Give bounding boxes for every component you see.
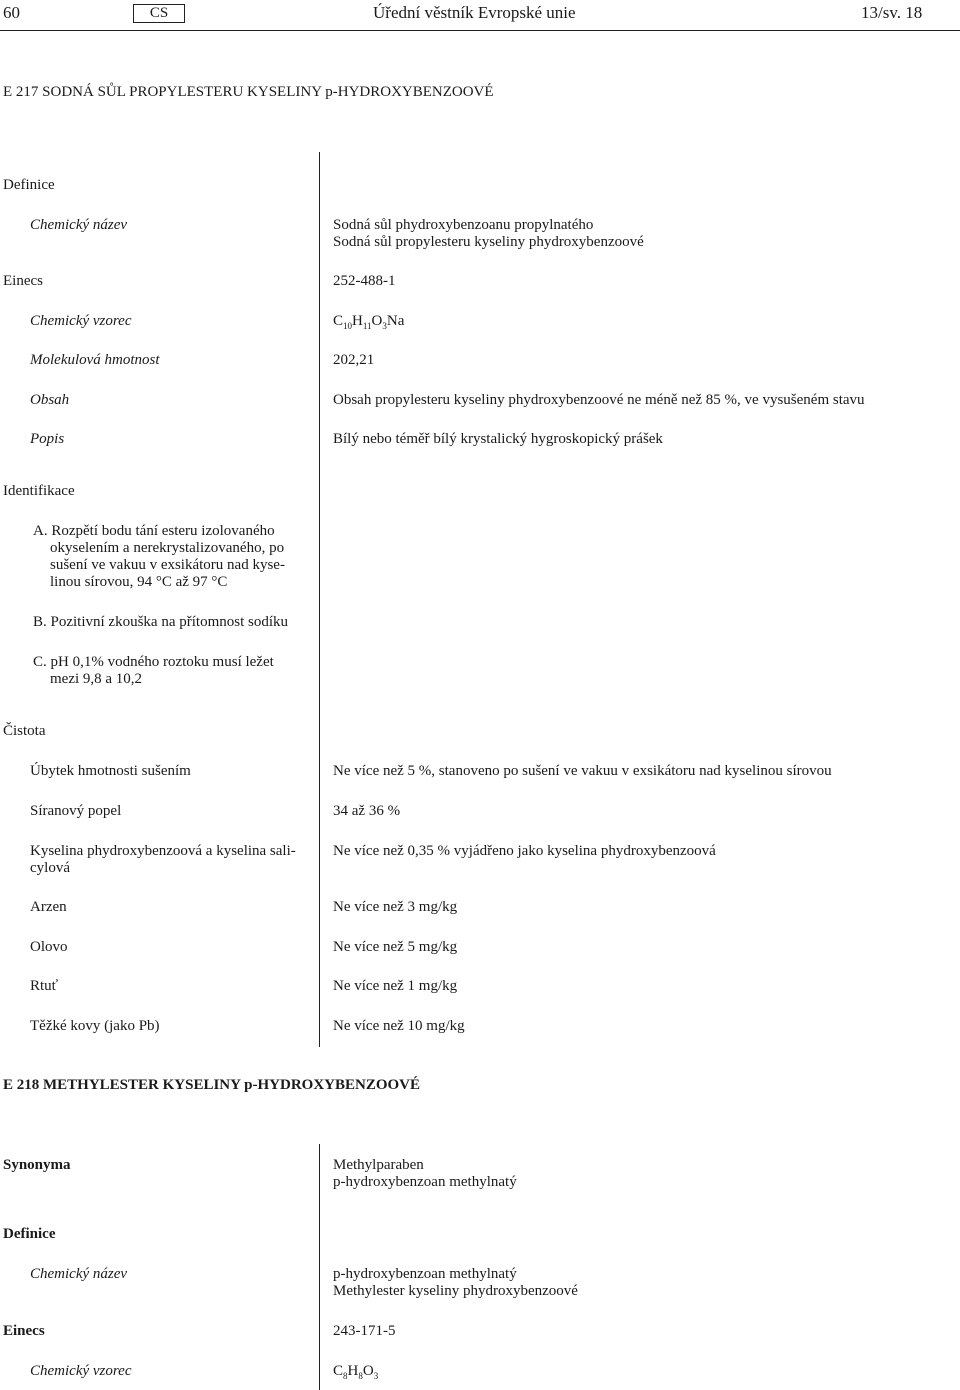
e217-definice-heading: Definice (3, 177, 55, 193)
ident-a-line-3: sušení ve vakuu v exsikátoru nad kyse- (50, 557, 285, 573)
e218-synonym-1: Methylparaben (333, 1157, 424, 1173)
language-code-badge: CS (133, 4, 185, 23)
ident-a-line-4: linou sírovou, 94 °C až 97 °C (50, 574, 228, 590)
e218-column-divider (319, 1144, 320, 1390)
e217-formula-label: Chemický vzorec (30, 313, 132, 329)
e218-chem-name-label: Chemický název (30, 1266, 128, 1282)
e218-formula-label: Chemický vzorec (30, 1363, 132, 1379)
e217-formula: $C_{10}H_{11}O_3Na$ (333, 313, 405, 331)
e218-einecs-label: Einecs (3, 1323, 45, 1339)
purity-value: Ne více než 0,35 % vyjádřeno jako kyselina phydroxybenzoová (333, 843, 716, 859)
ident-a-line-2: okyselením a nerekrystalizovaného, po (50, 540, 285, 556)
e217-mw-value: 202,21 (333, 352, 375, 368)
e218-title: E 218 METHYLESTER KYSELINY p-HYDROXYBENZOOVÉ (3, 1077, 421, 1093)
e218-synonym-2: p-hydroxybenzoan methylnatý (333, 1174, 517, 1190)
purity-label: Arzen (30, 899, 67, 915)
e217-obsah-label: Obsah (30, 392, 70, 408)
e217-cistota-heading: Čistota (3, 723, 46, 739)
e217-popis-label: Popis (30, 431, 65, 447)
purity-label: Kyselina phydroxybenzoová a kyselina sali- (30, 843, 296, 859)
e217-popis-value: Bílý nebo téměř bílý krystalický hygroskopický prášek (333, 431, 663, 447)
purity-label-cont: cylová (30, 860, 70, 876)
e217-mw-label: Molekulová hmotnost (30, 352, 160, 368)
e218-formula: $C_8H_8O_3$ (333, 1363, 379, 1381)
e217-einecs-value: 252-488-1 (333, 273, 396, 289)
ident-b: B. Pozitivní zkouška na přítomnost sodíku (33, 614, 288, 630)
ident-c-line-1: C. pH 0,1% vodného roztoku musí ležet (33, 654, 274, 670)
e217-chem-name-2: Sodná sůl propylesteru kyseliny phydroxybenzoové (333, 234, 644, 250)
purity-value: Ne více než 3 mg/kg (333, 899, 458, 915)
e218-definice-heading: Definice (3, 1226, 56, 1242)
page-number: 60 (3, 3, 20, 22)
e217-obsah-value: Obsah propylesteru kyseliny phydroxybenzoové ne méně než 85 %, ve vysušeném stavu (333, 392, 865, 408)
e218-einecs-value: 243-171-5 (333, 1323, 396, 1339)
purity-value: Ne více než 1 mg/kg (333, 978, 458, 994)
e218-synonyma-heading: Synonyma (3, 1157, 71, 1173)
purity-value: Ne více než 5 mg/kg (333, 939, 458, 955)
purity-label: Rtuť (30, 978, 59, 994)
purity-label: Síranový popel (30, 803, 122, 819)
e218-chem-name-2: Methylester kyseliny phydroxybenzoové (333, 1283, 578, 1299)
e217-chem-name-label: Chemický název (30, 217, 128, 233)
e217-title: E 217 SODNÁ SŮL PROPYLESTERU KYSELINY p-HYDROXYBENZOOVÉ (3, 84, 494, 100)
ident-a-line-1: A. Rozpětí bodu tání esteru izolovaného (33, 523, 275, 539)
header-rule (0, 30, 960, 31)
purity-value: Ne více než 10 mg/kg (333, 1018, 465, 1034)
e217-chem-name-1: Sodná sůl phydroxybenzoanu propylnatého (333, 217, 594, 233)
e217-identifikace-heading: Identifikace (3, 483, 75, 499)
purity-label: Úbytek hmotnosti sušením (30, 763, 191, 779)
e217-column-divider (319, 152, 320, 1047)
purity-value: Ne více než 5 %, stanoveno po sušení ve vakuu v exsikátoru nad kyselinou sírovou (333, 763, 832, 779)
ident-c-line-2: mezi 9,8 a 10,2 (50, 671, 143, 687)
purity-label: Olovo (30, 939, 68, 955)
volume-label: 13/sv. 18 (861, 3, 923, 22)
e218-chem-name-1: p-hydroxybenzoan methylnatý (333, 1266, 517, 1282)
purity-label: Těžké kovy (jako Pb) (30, 1018, 160, 1034)
purity-value: 34 až 36 % (333, 803, 401, 819)
e217-einecs-label: Einecs (3, 273, 43, 289)
journal-title: Úřední věstník Evropské unie (373, 3, 576, 22)
